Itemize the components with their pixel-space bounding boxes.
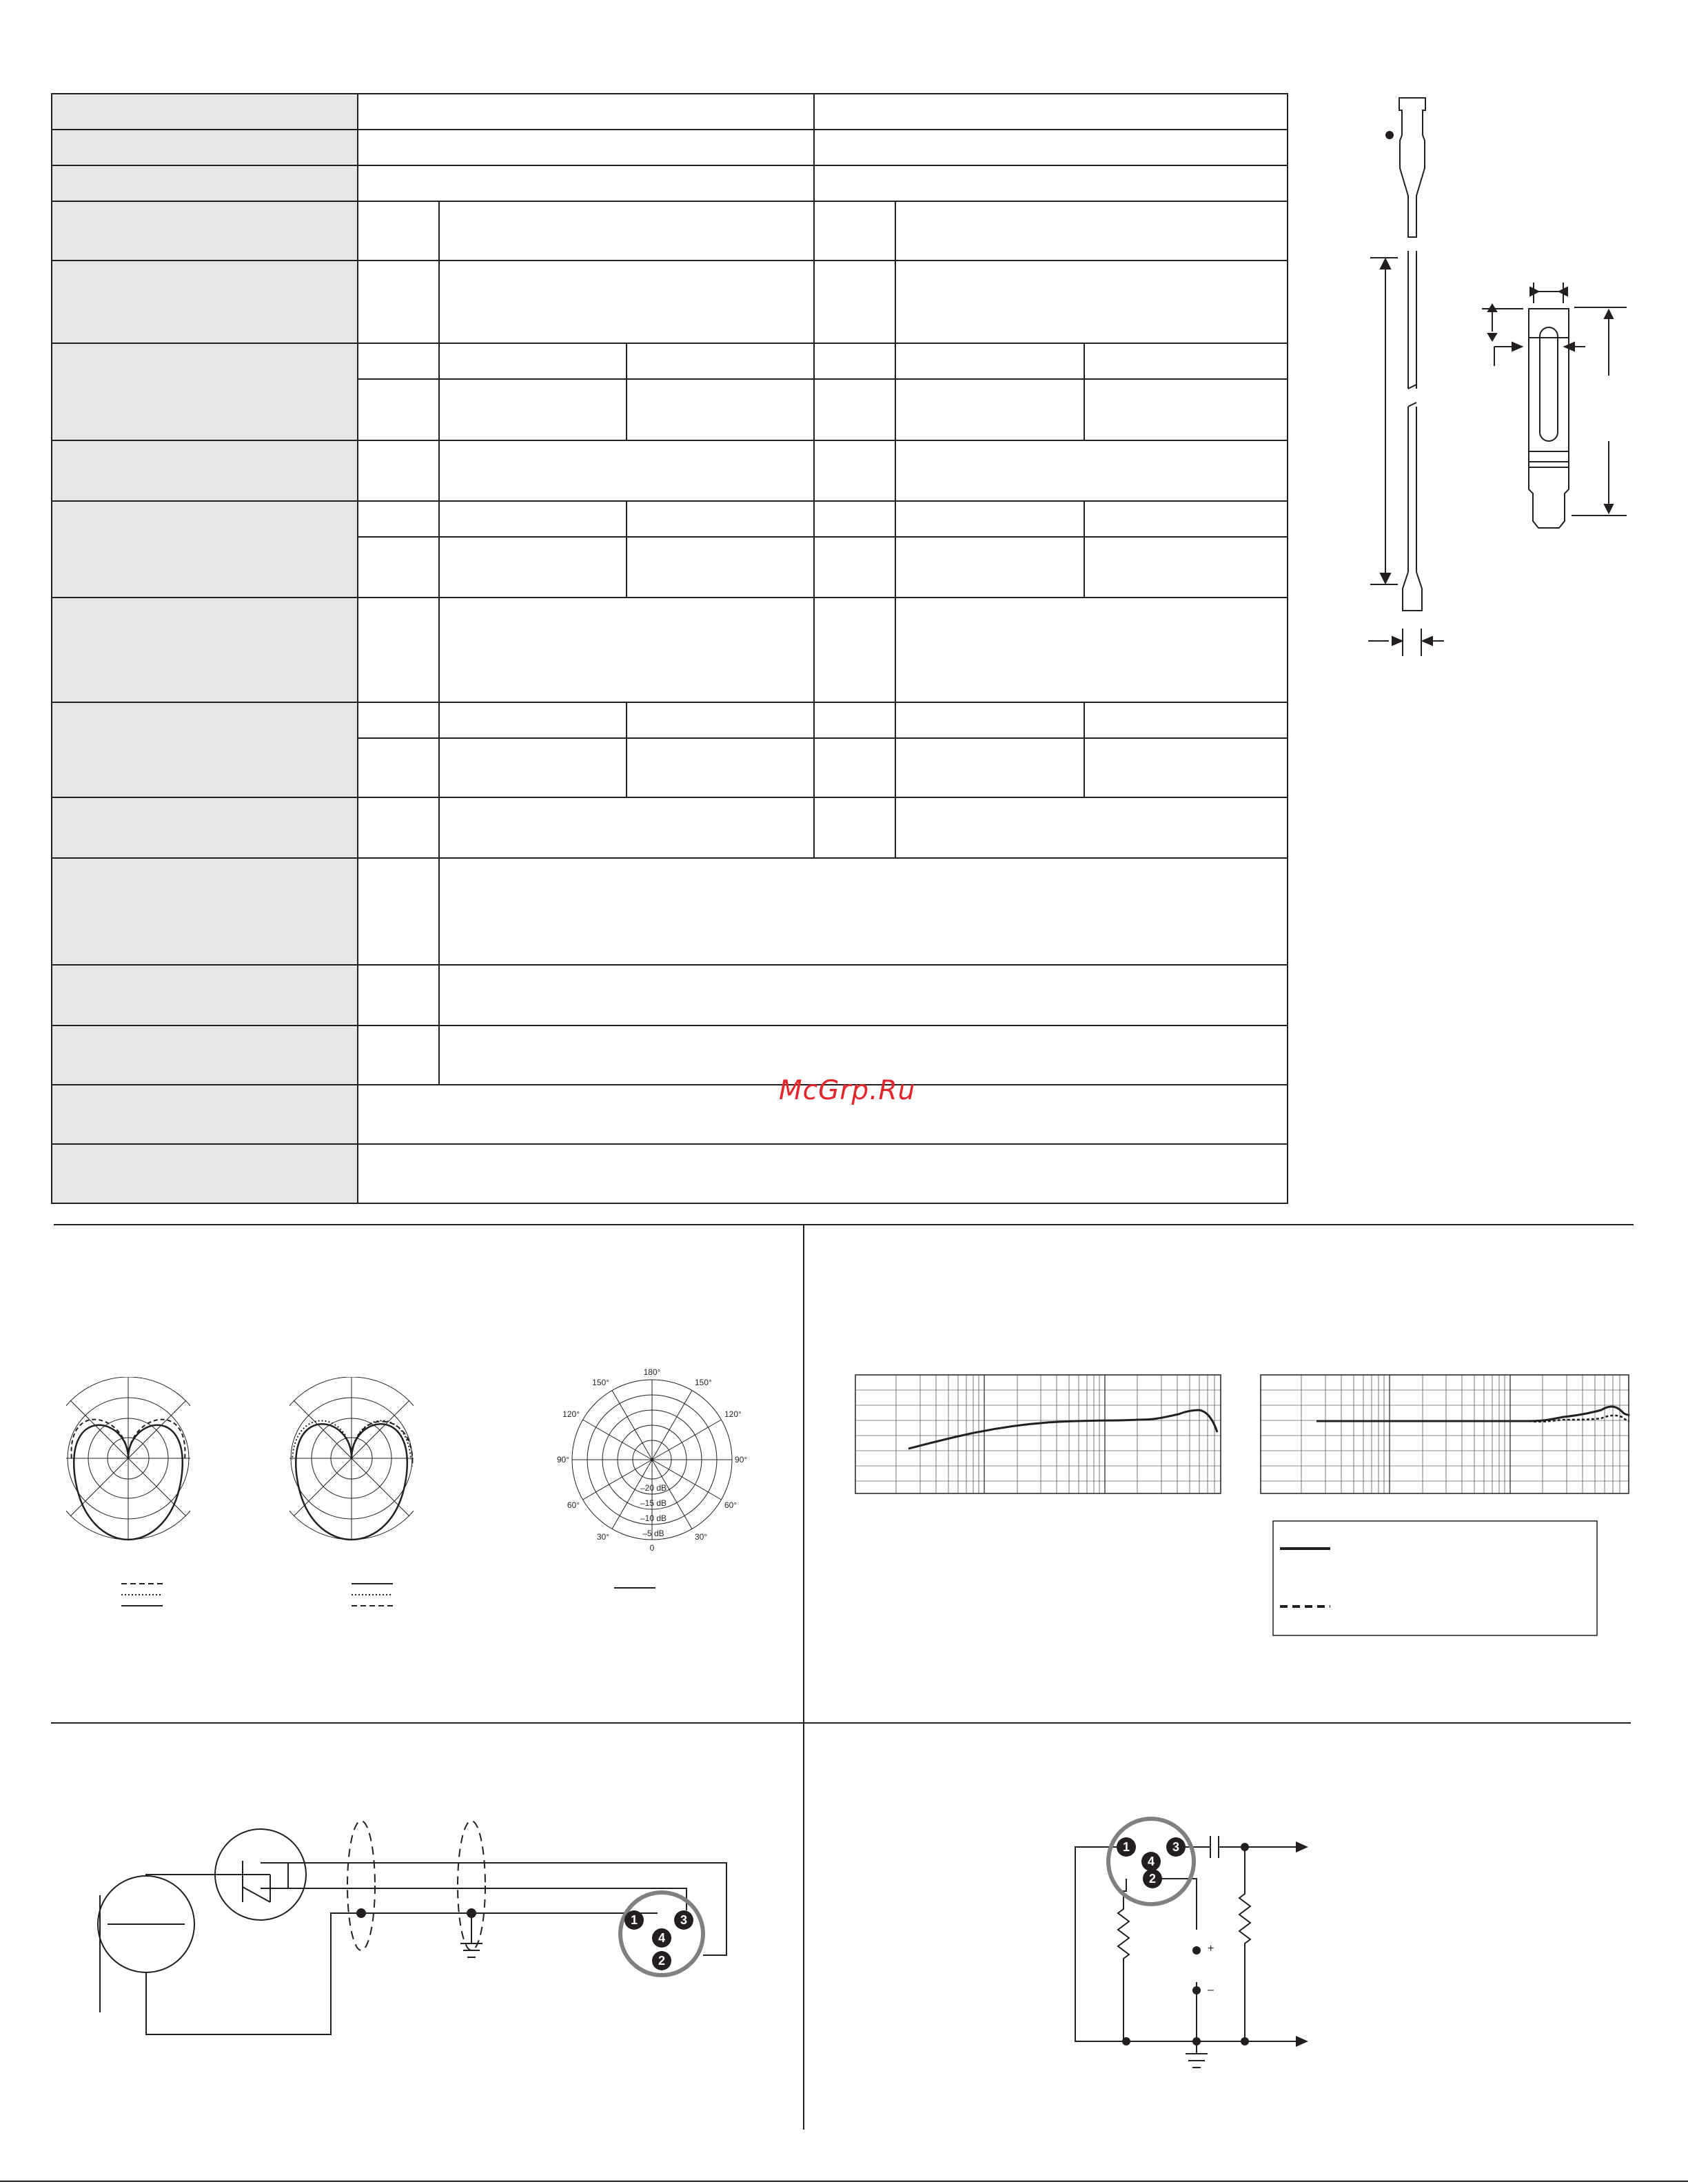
spec-value-cell: [814, 440, 895, 501]
spec-value-cell: [439, 858, 1288, 964]
table-row: [52, 501, 1288, 537]
spec-label-cell: [52, 1085, 358, 1144]
polar-ring-label: –15 dB: [640, 1498, 667, 1508]
polar-angle-label: 150°: [695, 1378, 712, 1387]
spec-label-cell: [52, 598, 358, 702]
spec-value-cell: [358, 165, 814, 201]
polar-angle-label: 120°: [562, 1409, 580, 1419]
polar-angle-label: 90°: [735, 1455, 748, 1464]
spec-label-cell: [52, 1144, 358, 1203]
spec-value-cell: [814, 201, 895, 261]
spec-value-cell: [895, 261, 1288, 343]
spec-value-cell: [814, 501, 895, 537]
spec-value-cell: [358, 738, 439, 797]
specifications-table: [51, 93, 1288, 1204]
spec-value-cell: [439, 343, 627, 379]
spec-label-cell: [52, 858, 358, 964]
frequency-response-graph-1: [855, 1371, 1224, 1502]
polar-ring-label: –5 dB: [642, 1529, 664, 1538]
spec-label-cell: [52, 702, 358, 797]
spec-value-cell: [895, 797, 1288, 858]
table-row: [52, 440, 1288, 501]
spec-value-cell: [627, 501, 814, 537]
spec-value-cell: [439, 965, 1288, 1025]
svg-text:4: 4: [1147, 1855, 1155, 1868]
spec-value-cell: [439, 738, 627, 797]
spec-value-cell: [627, 738, 814, 797]
spec-value-cell: [895, 537, 1084, 598]
polar-pattern-2: [289, 1377, 414, 1611]
spec-value-cell: [895, 201, 1288, 261]
polar-angle-label: 90°: [556, 1455, 569, 1464]
polar-angle-label: 150°: [592, 1378, 609, 1387]
spec-value-cell: [814, 379, 895, 440]
spec-value-cell: [814, 130, 1288, 165]
spec-value-cell: [358, 965, 439, 1025]
spec-value-cell: [439, 598, 814, 702]
table-row: [52, 858, 1288, 964]
spec-value-cell: [439, 440, 814, 501]
table-row: [52, 1144, 1288, 1203]
table-row: [52, 165, 1288, 201]
spec-value-cell: [1084, 738, 1288, 797]
spec-value-cell: [1084, 379, 1288, 440]
microphone-dimension-drawing: [1344, 83, 1675, 662]
svg-text:3: 3: [680, 1913, 688, 1927]
polar-pattern-1: [66, 1377, 190, 1611]
spec-value-cell: [358, 797, 439, 858]
spec-value-cell: [814, 702, 895, 738]
spec-value-cell: [814, 165, 1288, 201]
spec-value-cell: [1084, 702, 1288, 738]
spec-label-cell: [52, 501, 358, 598]
spec-label-cell: [52, 965, 358, 1025]
spec-value-cell: [627, 379, 814, 440]
spec-value-cell: [895, 379, 1084, 440]
frequency-response-legend: [1272, 1520, 1607, 1640]
spec-value-cell: [358, 94, 814, 130]
table-row: [52, 797, 1288, 858]
phantom-power-circuit: [1061, 1806, 1323, 2081]
svg-text:2: 2: [1148, 1872, 1157, 1886]
spec-value-cell: [814, 537, 895, 598]
spec-label-cell: [52, 343, 358, 440]
spec-value-cell: [895, 343, 1084, 379]
table-row: [52, 1085, 1288, 1144]
spec-value-cell: [1084, 501, 1288, 537]
spec-value-cell: [895, 598, 1288, 702]
spec-value-cell: [1084, 537, 1288, 598]
table-row: [52, 1025, 1288, 1085]
spec-value-cell: [358, 201, 439, 261]
polarity-plus: +: [1208, 1943, 1214, 1955]
spec-label-cell: [52, 797, 358, 858]
polar-angle-label: 120°: [724, 1409, 742, 1419]
spec-label-cell: [52, 201, 358, 261]
table-row: [52, 261, 1288, 343]
spec-value-cell: [895, 738, 1084, 797]
spec-value-cell: [439, 537, 627, 598]
table-row: [52, 965, 1288, 1025]
polarity-minus: –: [1208, 1984, 1214, 1996]
spec-value-cell: [895, 702, 1084, 738]
spec-value-cell: [439, 261, 814, 343]
spec-value-cell: [627, 343, 814, 379]
svg-text:4: 4: [658, 1931, 666, 1945]
wiring-diagram: [94, 1819, 742, 2054]
spec-value-cell: [358, 537, 439, 598]
spec-value-cell: [895, 501, 1084, 537]
spec-label-cell: [52, 1025, 358, 1085]
polar-ring-label: –10 dB: [640, 1513, 667, 1523]
spec-label-cell: [52, 94, 358, 130]
spec-value-cell: [814, 797, 895, 858]
table-row: [52, 130, 1288, 165]
spec-value-cell: [358, 702, 439, 738]
polar-angle-label: 30°: [695, 1532, 708, 1542]
spec-value-cell: [358, 440, 439, 501]
svg-text:3: 3: [1172, 1840, 1180, 1854]
polar-angle-label: 60°: [724, 1500, 738, 1510]
polar-angle-label: 180°: [643, 1367, 661, 1377]
spec-value-cell: [814, 598, 895, 702]
spec-value-cell: [439, 201, 814, 261]
spec-value-cell: [358, 501, 439, 537]
spec-value-cell: [814, 94, 1288, 130]
spec-value-cell: [439, 702, 627, 738]
svg-text:2: 2: [658, 1954, 666, 1968]
table-row: [52, 343, 1288, 379]
table-row: [52, 598, 1288, 702]
spec-value-cell: [439, 379, 627, 440]
spec-value-cell: [814, 738, 895, 797]
table-row: [52, 702, 1288, 738]
polar-template-diagram: [542, 1363, 769, 1591]
svg-text:1: 1: [630, 1913, 638, 1927]
spec-value-cell: [358, 598, 439, 702]
spec-value-cell: [627, 537, 814, 598]
spec-value-cell: [814, 343, 895, 379]
spec-value-cell: [627, 702, 814, 738]
spec-value-cell: [358, 261, 439, 343]
watermark: McGrp.Ru: [779, 1075, 916, 1106]
spec-value-cell: [358, 343, 439, 379]
svg-text:1: 1: [1122, 1840, 1130, 1854]
spec-value-cell: [358, 858, 439, 964]
spec-label-cell: [52, 130, 358, 165]
polar-angle-label: 30°: [596, 1532, 609, 1542]
polar-ring-label: –20 dB: [640, 1483, 667, 1493]
spec-label-cell: [52, 440, 358, 501]
spec-value-cell: [895, 440, 1288, 501]
polar-angle-label: 0: [649, 1543, 655, 1553]
spec-value-cell: [358, 379, 439, 440]
table-row: [52, 201, 1288, 261]
spec-value-cell: [439, 501, 627, 537]
spec-value-cell: [358, 130, 814, 165]
table-row: [52, 94, 1288, 130]
polar-angle-label: 60°: [567, 1500, 580, 1510]
spec-label-cell: [52, 261, 358, 343]
spec-value-cell: [439, 797, 814, 858]
spec-value-cell: [1084, 343, 1288, 379]
frequency-response-graph-2: [1260, 1371, 1632, 1502]
spec-value-cell: [358, 1144, 1288, 1203]
spec-label-cell: [52, 165, 358, 201]
spec-value-cell: [358, 1025, 439, 1085]
spec-value-cell: [814, 261, 895, 343]
